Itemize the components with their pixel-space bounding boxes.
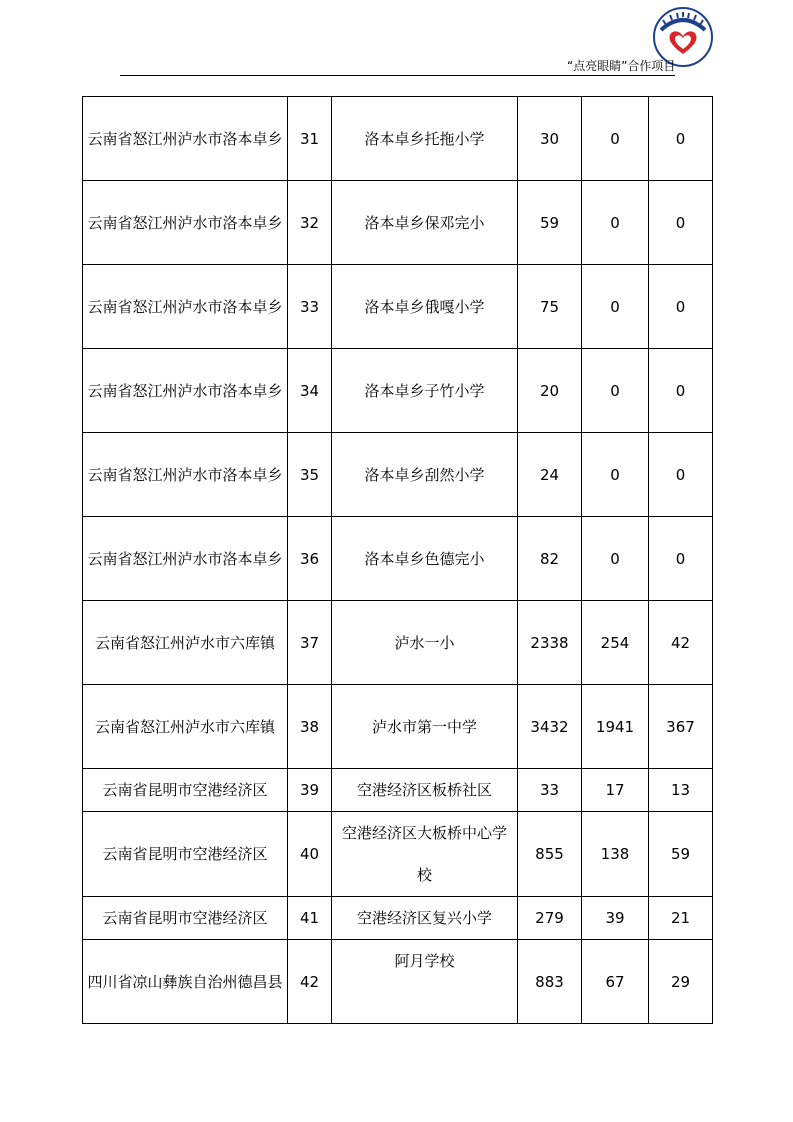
number-cell: 39 — [288, 769, 332, 812]
school-cell: 洛本卓乡保邓完小 — [332, 181, 518, 265]
school-cell: 洛本卓乡色德完小 — [332, 517, 518, 601]
region-cell: 四川省凉山彝族自治州德昌县 — [83, 940, 288, 1024]
value-c-cell: 29 — [649, 940, 713, 1024]
value-b-cell: 1941 — [582, 685, 649, 769]
school-cell: 空港经济区复兴小学 — [332, 897, 518, 940]
school-cell: 洛本卓乡刮然小学 — [332, 433, 518, 517]
region-cell: 云南省怒江州泸水市洛本卓乡 — [83, 181, 288, 265]
value-b-cell: 0 — [582, 517, 649, 601]
school-cell: 空港经济区板桥社区 — [332, 769, 518, 812]
value-b-cell: 67 — [582, 940, 649, 1024]
value-b-cell: 0 — [582, 433, 649, 517]
number-cell: 33 — [288, 265, 332, 349]
value-a-cell: 2338 — [518, 601, 582, 685]
value-b-cell: 17 — [582, 769, 649, 812]
value-a-cell: 59 — [518, 181, 582, 265]
header-rule — [120, 75, 675, 76]
table-row — [83, 685, 713, 769]
number-cell: 38 — [288, 685, 332, 769]
school-cell: 空港经济区大板桥中心学校 — [332, 812, 518, 897]
value-c-cell: 0 — [649, 517, 713, 601]
region-cell: 云南省昆明市空港经济区 — [83, 812, 288, 897]
value-a-cell: 20 — [518, 349, 582, 433]
value-c-cell: 0 — [649, 433, 713, 517]
region-cell: 云南省昆明市空港经济区 — [83, 897, 288, 940]
value-c-cell: 21 — [649, 897, 713, 940]
value-b-cell: 0 — [582, 265, 649, 349]
value-a-cell: 75 — [518, 265, 582, 349]
region-cell: 云南省怒江州泸水市洛本卓乡 — [83, 433, 288, 517]
value-c-cell: 13 — [649, 769, 713, 812]
school-cell: 洛本卓乡子竹小学 — [332, 349, 518, 433]
table-row — [83, 433, 713, 517]
number-cell: 31 — [288, 97, 332, 181]
school-cell: 洛本卓乡托拖小学 — [332, 97, 518, 181]
region-cell: 云南省怒江州泸水市洛本卓乡 — [83, 265, 288, 349]
number-cell: 32 — [288, 181, 332, 265]
value-c-cell: 0 — [649, 349, 713, 433]
table-row — [83, 97, 713, 181]
school-data-table — [82, 96, 713, 1024]
value-a-cell: 3432 — [518, 685, 582, 769]
value-a-cell: 883 — [518, 940, 582, 1024]
number-cell: 41 — [288, 897, 332, 940]
header-project-label: “点亮眼睛”合作项目 — [567, 59, 676, 73]
region-cell: 云南省昆明市空港经济区 — [83, 769, 288, 812]
region-cell: 云南省怒江州泸水市洛本卓乡 — [83, 97, 288, 181]
value-c-cell: 367 — [649, 685, 713, 769]
value-b-cell: 0 — [582, 349, 649, 433]
table-row — [83, 517, 713, 601]
value-a-cell: 279 — [518, 897, 582, 940]
table-row — [83, 265, 713, 349]
region-cell: 云南省怒江州泸水市洛本卓乡 — [83, 517, 288, 601]
value-a-cell: 24 — [518, 433, 582, 517]
value-a-cell: 82 — [518, 517, 582, 601]
value-b-cell: 254 — [582, 601, 649, 685]
table-row — [83, 812, 713, 897]
value-c-cell: 0 — [649, 97, 713, 181]
region-cell: 云南省怒江州泸水市六库镇 — [83, 685, 288, 769]
number-cell: 34 — [288, 349, 332, 433]
value-a-cell: 855 — [518, 812, 582, 897]
table-body — [83, 97, 713, 1024]
value-c-cell: 59 — [649, 812, 713, 897]
value-a-cell: 30 — [518, 97, 582, 181]
table-row — [83, 349, 713, 433]
number-cell: 37 — [288, 601, 332, 685]
table-row — [83, 940, 713, 1024]
school-cell: 泸水市第一中学 — [332, 685, 518, 769]
table-row — [83, 601, 713, 685]
table-row — [83, 181, 713, 265]
school-cell: 阿月学校 — [332, 940, 518, 1024]
value-c-cell: 0 — [649, 181, 713, 265]
number-cell: 36 — [288, 517, 332, 601]
value-b-cell: 0 — [582, 181, 649, 265]
region-cell: 云南省怒江州泸水市六库镇 — [83, 601, 288, 685]
region-cell: 云南省怒江州泸水市洛本卓乡 — [83, 349, 288, 433]
value-b-cell: 138 — [582, 812, 649, 897]
number-cell: 40 — [288, 812, 332, 897]
number-cell: 42 — [288, 940, 332, 1024]
number-cell: 35 — [288, 433, 332, 517]
school-cell: 泸水一小 — [332, 601, 518, 685]
value-c-cell: 42 — [649, 601, 713, 685]
school-cell: 洛本卓乡俄嘎小学 — [332, 265, 518, 349]
table-row — [83, 897, 713, 940]
value-b-cell: 0 — [582, 97, 649, 181]
value-b-cell: 39 — [582, 897, 649, 940]
value-a-cell: 33 — [518, 769, 582, 812]
table-row — [83, 769, 713, 812]
value-c-cell: 0 — [649, 265, 713, 349]
